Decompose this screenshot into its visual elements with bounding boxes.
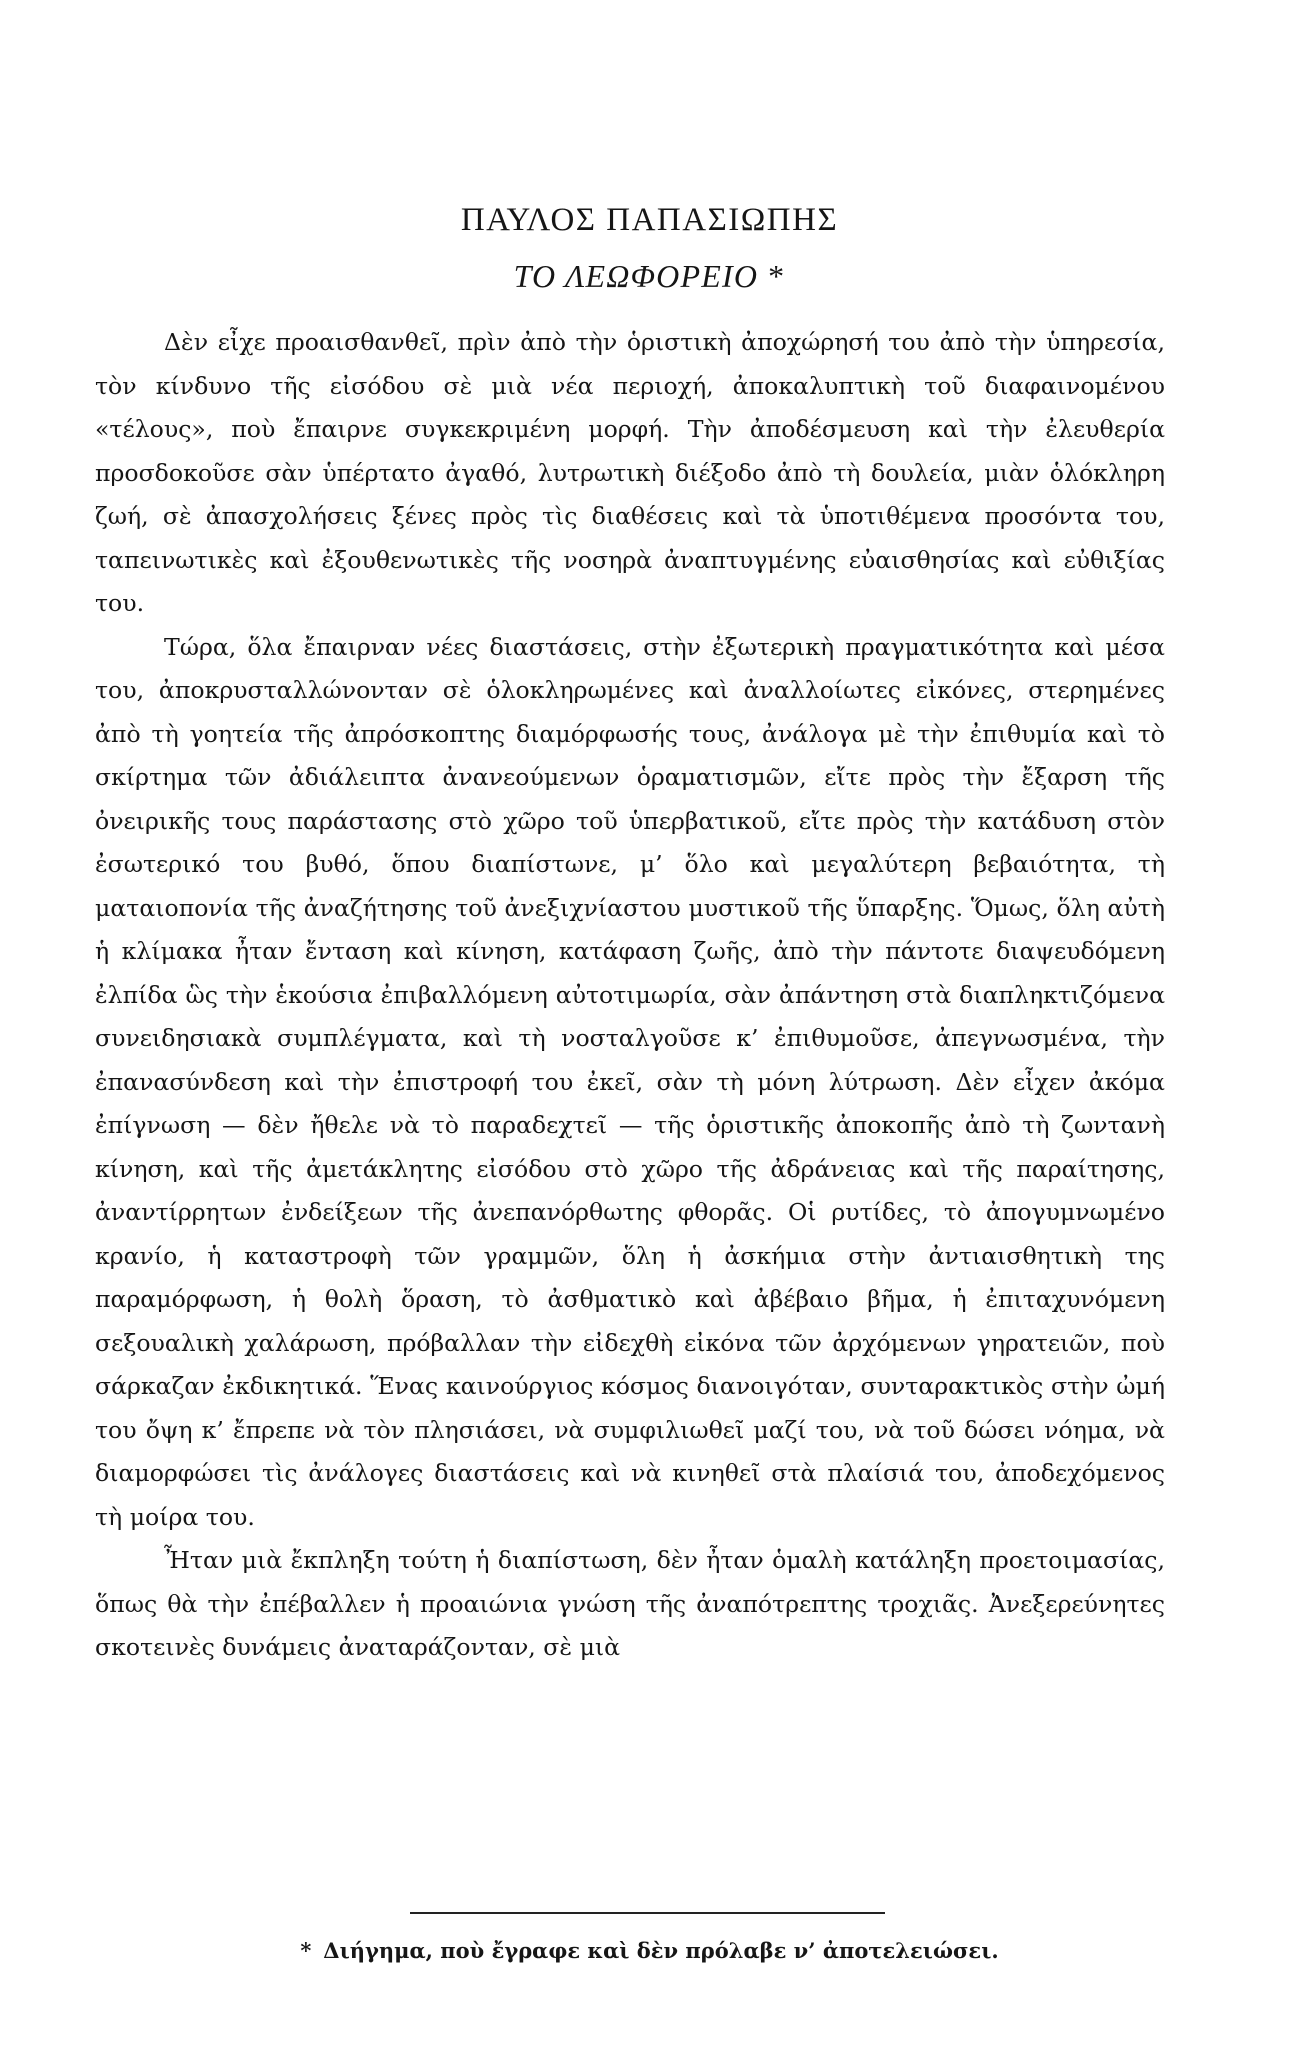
author-name: ΠΑΥΛΟΣ ΠΑΠΑΣΙΩΠΗΣ	[460, 202, 839, 238]
paragraph-1: Δὲν εἶχε προαισθανθεῖ, πρὶν ἀπὸ τὴν ὁριστικὴ ἀποχώρησή του ἀπὸ τὴν ὑπηρεσία, τὸν κίνδυνο τῆς εἰσόδου σὲ μιὰ νέα περιοχή, ἀποκαλυπτικὴ τοῦ διαφαινομένου «τέλους», ποὺ ἔπαιρνε συγκεκριμένη μορφή. Τὴν ἀποδέσμευση καὶ τὴν ἐλευθερία προσδοκοῦσε σὰν ὑπέρτατο ἀγαθό, λυτρωτικὴ διέξοδο ἀπὸ τὴ δουλεία, μιὰν ὁλόκληρη ζωή, σὲ ἀπασχολήσεις ξένες πρὸς τὶς διαθέσεις καὶ τὰ ὑποτιθέμενα προσόντα του, ταπεινωτικὲς καὶ ἐξουθενωτικὲς τῆς νοσηρὰ ἀναπτυγμένης εὐαισθησίας καὶ εὐθιξίας του.	[95, 328, 1165, 617]
story-title-text: ΤΟ ΛΕΩΦΟΡΕΙΟ	[513, 258, 759, 294]
footnote-marker: *	[768, 258, 786, 294]
story-body	[95, 321, 1165, 1670]
footnote-divider	[410, 1912, 885, 1914]
paragraph-3: Ἦταν μιὰ ἔκπληξη τούτη ἡ διαπίστωση, δὲν ἦταν ὁμαλὴ κατάληξη προετοιμασίας, ὅπως θὰ τὴν ἐπέβαλλεν ἡ προαιώνια γνώση τῆς ἀναπότρεπτης τροχιᾶς. Ἀνεξερεύνητες σκοτεινὲς δυνάμεις ἀναταράζονταν, σὲ μιὰ	[95, 1546, 1165, 1661]
footnote	[0, 1938, 1299, 1963]
footnote-text: Διήγημα, ποὺ ἔγραφε καὶ δὲν πρόλαβε ν’ ἀποτελειώσει.	[323, 1938, 999, 1963]
story-title	[0, 258, 1299, 295]
paragraph-2: Τώρα, ὅλα ἔπαιρναν νέες διαστάσεις, στὴν ἐξωτερικὴ πραγματικότητα καὶ μέσα του, ἀποκρυσταλλώνονταν σὲ ὁλοκληρωμένες καὶ ἀναλλοίωτες εἰκόνες, στερημένες ἀπὸ τὴ γοητεία τῆς ἀπρόσκοπτης διαμόρφωσής τους, ἀνάλογα μὲ τὴν ἐπιθυμία καὶ τὸ σκίρτημα τῶν ἀδιάλειπτα ἀνανεούμενων ὁραματισμῶν, εἴτε πρὸς τὴν ἔξαρση τῆς ὀνειρικῆς τους παράστασης στὸ χῶρο τοῦ ὑπερβατικοῦ, εἴτε πρὸς τὴν κατάδυση στὸν ἐσωτερικό του βυθό, ὅπου διαπίστωνε, μ’ ὅλο καὶ μεγαλύτερη βεβαιότητα, τὴ ματαιοπονία τῆς ἀναζήτησης τοῦ ἀνεξιχνίαστου μυστικοῦ τῆς ὕπαρξης. Ὅμως, ὅλη αὐτὴ ἡ κλίμακα ἦταν ἔνταση καὶ κίνηση, κατάφαση ζωῆς, ἀπὸ τὴν πάντοτε διαψευδόμενη ἐλπίδα ὣς τὴν ἑκούσια ἐπιβαλλόμενη αὐτοτιμωρία, σὰν ἀπάντηση στὰ διαπληκτιζόμενα συνειδησιακὰ συμπλέγματα, καὶ τὴ νοσταλγοῦσε κ’ ἐπιθυμοῦσε, ἀπεγνωσμένα, τὴν ἐπανασύνδεση καὶ τὴν ἐπιστροφή του ἐκεῖ, σὰν τὴ μόνη λύτρωση. Δὲν εἶχεν ἀκόμα ἐπίγνωση — δὲν ἤθελε νὰ τὸ παραδεχτεῖ — τῆς ὁριστικῆς ἀποκοπῆς ἀπὸ τὴ ζωντανὴ κίνηση, καὶ τῆς ἀμετάκλητης εἰσόδου στὸ χῶρο τῆς ἀδράνειας καὶ τῆς παραίτησης, ἀναντίρρητων ἐνδείξεων τῆς ἀνεπανόρθωτης φθορᾶς. Οἱ ρυτίδες, τὸ ἀπογυμνωμένο κρανίο, ἡ καταστροφὴ τῶν γραμμῶν, ὅλη ἡ ἀσκήμια στὴν ἀντιαισθητικὴ της παραμόρφωση, ἡ θολὴ ὅραση, τὸ ἀσθματικὸ καὶ ἀβέβαιο βῆμα, ἡ ἐπιταχυνόμενη σεξουαλικὴ χαλάρωση, πρόβαλλαν τὴν εἰδεχθὴ εἰκόνα τῶν ἀρχόμενων γηρατειῶν, ποὺ σάρκαζαν ἐκδικητικά. Ἕνας καινούργιος κόσμος διανοιγόταν, συνταρακτικὸς στὴν ὠμή του ὄψη κ’ ἔπρεπε νὰ τὸν πλησιάσει, νὰ συμφιλιωθεῖ μαζί του, νὰ τοῦ δώσει νόημα, νὰ διαμορφώσει τὶς ἀνάλογες διαστάσεις καὶ νὰ κινηθεῖ στὰ πλαίσιά του, ἀποδεχόμενος τὴ μοίρα του.	[95, 632, 1165, 1531]
footnote-star: *	[300, 1938, 312, 1963]
